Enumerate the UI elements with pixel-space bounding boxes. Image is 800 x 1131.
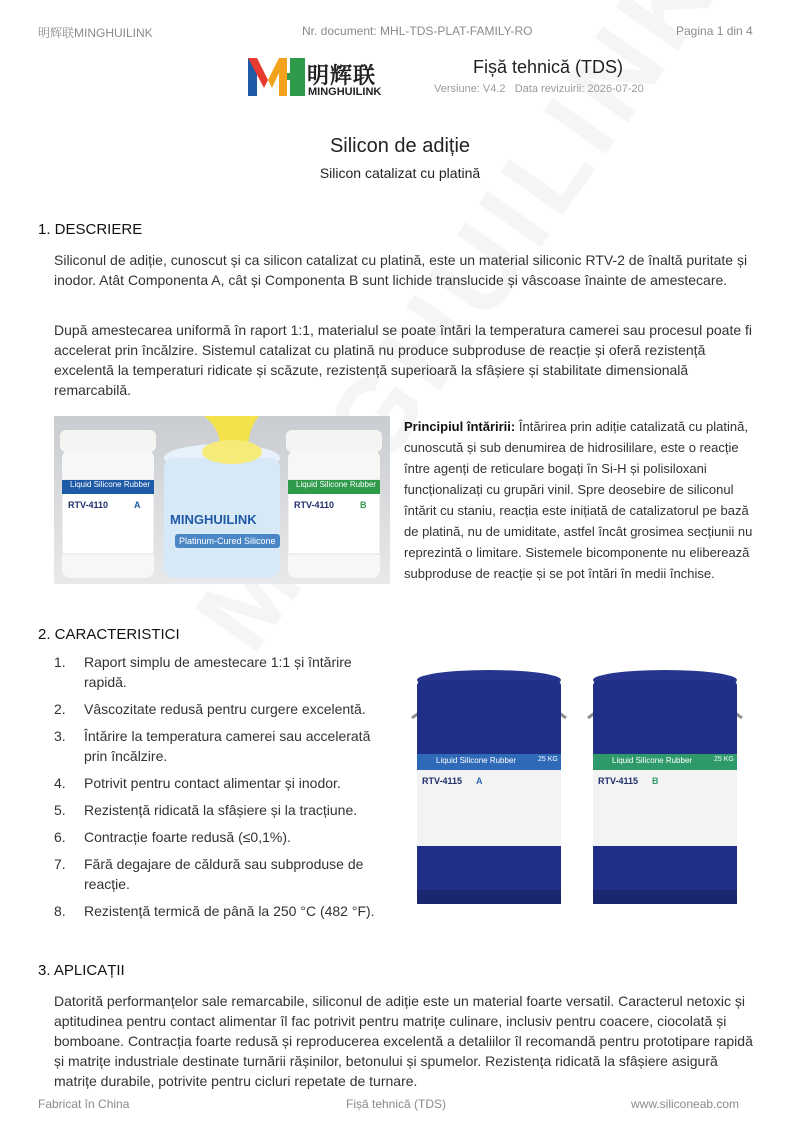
applications-paragraph: Datorită performanțelor sale remarcabile, siliconul de adiție este un material foarte versatil. Caracterul netoxic și aptitudinea pentru contact alimentar îl fac potrivit pentru matrițe culinare, inclusiv pentru coacere, ciocolată și bomboane. Contracția foarte redusă și reproducerea excelentă a detaliilor îl recomandă pentru prototipare rapidă și matrițe industriale destinate turnării rășinilor, betonului și spumelor. Rezistența ridicată la sfâșiere asigură matrițe durabile, potrivite pentru cicluri repetate de turnare. <box>54 993 753 1089</box>
description-paragraph-1: Siliconul de adiție, cunoscut și ca silicon catalizat cu platină, este un material siliconic RTV-2 de înaltă puritate și inodor. Atât Componenta A, cât și Componenta B sunt lichide translucide și vâscoase înainte de amestecare. <box>54 252 748 288</box>
document-type-title: Fișă tehnică (TDS) <box>473 57 624 77</box>
header-brand: 明辉联MINGHUILINK <box>38 26 153 40</box>
header-doc-number: Nr. document: MHL-TDS-PLAT-FAMILY-RO <box>302 24 533 38</box>
jar-left-label: Liquid Silicone Rubber <box>70 480 151 489</box>
document-version: Versiune: V4.2 Data revizuirii: 2026-07-20 <box>434 83 644 95</box>
list-item: 7. Fără degajare de căldură sau subproduse de reacție. <box>54 856 364 892</box>
jar-right-part: B <box>360 500 367 510</box>
footer-document-type: Fișă tehnică (TDS) <box>346 1097 447 1111</box>
section-heading-applications: 3. APLICAȚII <box>38 962 125 979</box>
description-paragraph-2: După amestecarea uniformă în raport 1:1, materialul se poate întări la temperatura camerei sau procesul poate fi accelerat prin încălzire. Sistemul catalizat cu platină nu produce subproduse de reacție și oferă rezistență excelentă la temperaturi ridicate și scăzute, rezistență superioară la sfâșiere și stabilitate dimensională remarcabilă. <box>54 322 753 398</box>
curing-principle-label: Principiul întăririi: <box>404 419 516 434</box>
pail-b-code: RTV-4115 <box>598 776 639 786</box>
jar-left-part: A <box>134 500 141 510</box>
curing-principle-text: Principiul întăririi: Întărirea prin adiție catalizată cu platină, cunoscută și sub denumirea de hidrosililare, este o reacție între agenți de reticulare bogați în Si-H și polisiloxani funcționalizați cu grupări vinil. Spre deosebire de siliconul întărit cu staniu, reacția este inițiată de catalizatorul pe bază de platină, nu de umiditate, astfel încât grosimea secțiunii nu reprezintă o limitare. Sistemele bicomponente nu eliberează subproduse de reacție și se pot întări în medii închise. <box>404 419 753 581</box>
list-item: 5. Rezistență ridicată la sfâșiere și la tracțiune. <box>54 802 358 818</box>
page-subtitle: Silicon catalizat cu platină <box>319 165 481 181</box>
list-item: 8. Rezistență termică de până la 250 °C (482 °F). <box>54 903 375 919</box>
pail-a-label: Liquid Silicone Rubber <box>436 756 517 765</box>
list-item: 1. Raport simplu de amestecare 1:1 și întărire rapidă. <box>54 654 352 690</box>
jar-right-label: Liquid Silicone Rubber <box>296 480 377 489</box>
pail-b-label: Liquid Silicone Rubber <box>612 756 693 765</box>
list-item: 4. Potrivit pentru contact alimentar și inodor. <box>54 775 341 791</box>
product-photo-jars <box>54 416 390 584</box>
jar-center-brand: MINGHUILINK <box>170 512 257 527</box>
header-page-number: Pagina 1 din 4 <box>676 24 753 38</box>
list-item: 2. Vâscozitate redusă pentru curgere excelentă. <box>54 701 366 717</box>
footer-origin: Fabricat în China <box>38 1097 130 1111</box>
jar-left-code: RTV-4110 <box>68 500 109 510</box>
logo-chinese-name: 明辉联 <box>307 63 377 88</box>
jar-center-line: Platinum-Cured Silicone <box>175 534 280 548</box>
characteristics-list <box>54 652 394 928</box>
pail-a-code: RTV-4115 <box>422 776 463 786</box>
pail-b-size: 25 KG <box>714 756 734 763</box>
footer-website-link[interactable]: www.siliconeab.com <box>631 1097 740 1111</box>
pail-a-size: 25 KG <box>538 756 558 763</box>
pail-b-part: B <box>652 776 659 786</box>
pail-a-part: A <box>476 776 483 786</box>
logo-english-name: MINGHUILINK <box>308 86 382 98</box>
list-item: 3. Întărire la temperatura camerei sau accelerată prin încălzire. <box>54 728 371 764</box>
list-item: 6. Contracție foarte redusă (≤0,1%). <box>54 829 291 845</box>
product-photo-pails <box>404 658 760 916</box>
section-heading-characteristics: 2. CARACTERISTICI <box>38 626 180 643</box>
logo-mark <box>246 56 306 98</box>
section-heading-description: 1. DESCRIERE <box>38 221 143 238</box>
page-title: Silicon de adiție <box>329 135 471 157</box>
jar-right-code: RTV-4110 <box>294 500 335 510</box>
